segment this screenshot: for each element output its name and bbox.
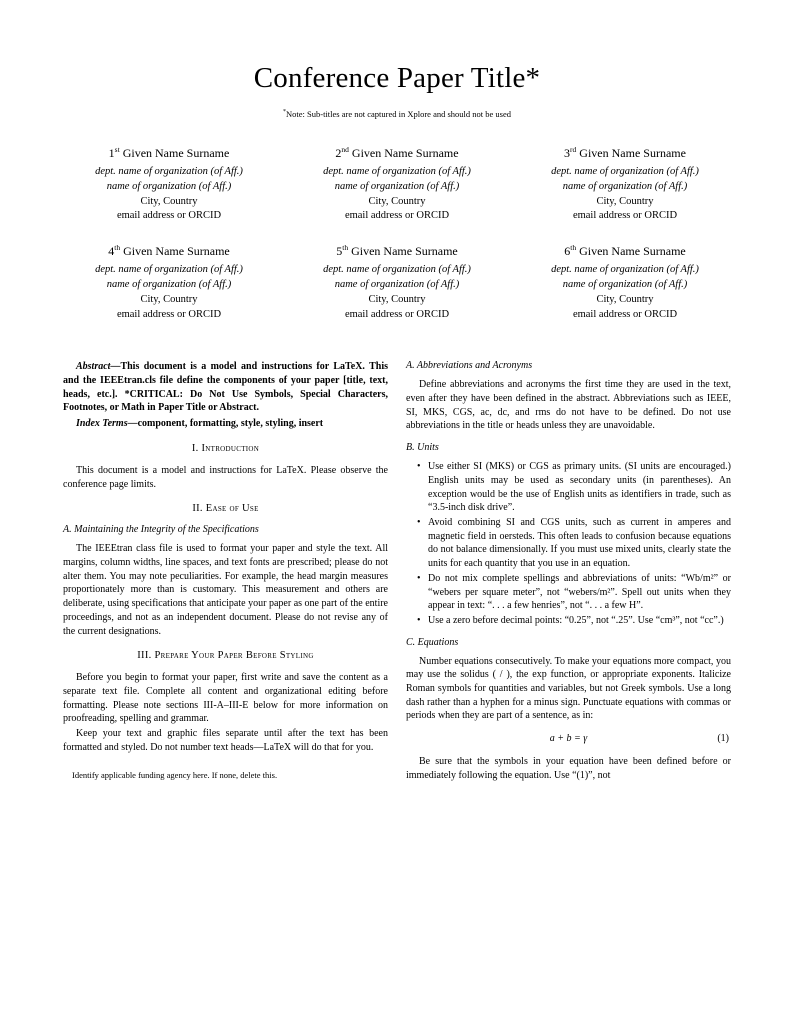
author-email: email address or ORCID <box>344 210 450 222</box>
author-ordinal: 4 <box>108 244 115 259</box>
author-name <box>519 243 731 259</box>
title-block <box>63 62 731 119</box>
author-ordinal: 3 <box>564 146 571 160</box>
author-name-text: Given Name Surname <box>119 146 230 160</box>
author-name <box>63 243 275 259</box>
author-name-text: Given Name Surname <box>576 244 686 259</box>
author-dept: dept. name of organization (of Aff.) <box>551 166 699 177</box>
author-block-4 <box>63 243 275 322</box>
author-ordinal-suffix: th <box>342 243 349 253</box>
author-name <box>291 145 503 161</box>
introduction-paragraph: This document is a model and instructions for LaTeX. Please observe the conference page limits. <box>63 464 388 490</box>
author-email: email address or ORCID <box>572 210 678 222</box>
section-heading-ease-of-use: II. Ease of Use <box>192 503 259 515</box>
abbreviations-paragraph: Define abbreviations and acronyms the first time they are used in the text, even after they have been defined in the abstract. Abbreviations such as IEEE, SI, MKS, CGS, ac, dc, and rms do not have to be defined. Do not use abbreviations in the title or heads unless they are unavoidable. <box>406 379 731 432</box>
units-list <box>406 460 731 627</box>
prepare-paragraph-2: Keep your text and graphic files separate until after the text has been formatted and styled. Do not number text heads—LaTeX will do that for you. <box>63 728 388 753</box>
index-terms-text: component, formatting, style, styling, insert <box>137 418 324 430</box>
title-footnote-marker: * <box>283 109 287 116</box>
abstract-text: This document is a model and instructions for LaTeX. This and the IEEEtran.cls file define the components of your paper [title, text, heads, etc.]. *CRITICAL: Do Not Use Symbols, Special Characters, Footnotes, or Math in Paper Title or Abstract. <box>63 361 388 414</box>
author-ordinal-suffix: nd <box>341 145 349 154</box>
author-name-text: Given Name Surname <box>348 244 458 259</box>
integrity-paragraph: The IEEEtran class file is used to format your paper and style the text. All margins, column widths, line spaces, and text fonts are prescribed; please do not alter them. You may note peculiarities. For example, the head margin measures proportionately more than is customary. This measurement and others are deliberate, using specifications that anticipate your paper as one part of the entire proceedings, and not as an independent document. Please do not revise any of the current designations. <box>63 543 388 637</box>
author-block-2 <box>291 145 503 224</box>
index-terms-label: Index Terms— <box>76 418 138 430</box>
title-footnote-text: Note: Sub-titles are not captured in Xplore and should not be used <box>286 109 511 119</box>
author-block-5 <box>291 243 503 322</box>
author-name <box>291 243 503 259</box>
subsection-heading-abbreviations: A. Abbreviations and Acronyms <box>406 360 533 372</box>
author-ordinal: 1 <box>108 146 115 160</box>
author-org: name of organization (of Aff.) <box>562 278 688 290</box>
author-city: City, Country <box>368 195 426 207</box>
prepare-paragraph-1: Before you begin to format your paper, first write and save the content as a separate text file. Complete all content and organizational editing before formatting. Please note sections III-A–III-E below for more information on proofreading, spelling and grammar. <box>63 672 388 725</box>
units-bullet-1: • Use either SI (MKS) or CGS as primary units. (SI units are encouraged.) English units may be used as secondary units (in parentheses). An exception would be the use of English units as identifiers in trade, such as “3.5-inch disk drive”. <box>428 460 731 515</box>
funding-footnote: Identify applicable funding agency here. If none, delete this. <box>72 770 278 781</box>
author-ordinal: 5 <box>336 244 343 259</box>
title-footnote <box>63 109 731 119</box>
author-org: name of organization (of Aff.) <box>334 278 460 290</box>
author-dept: dept. name of organization (of Aff.) <box>323 166 471 177</box>
units-bullet-4: • Use a zero before decimal points: “0.25”, not “.25”. Use “cm³”, not “cc”.) <box>428 614 731 628</box>
authors-grid <box>63 145 731 322</box>
author-city: City, Country <box>140 293 198 305</box>
author-ordinal-suffix: th <box>570 243 577 253</box>
subsection-heading-integrity: A. Maintaining the Integrity of the Specifications <box>63 524 259 536</box>
units-bullet-2: • Avoid combining SI and CGS units, such as current in amperes and magnetic field in oersteds. This often leads to confusion because equations do not balance dimensionally. If you must use mixed units, clearly state the units for each quantity that you use in an equation. <box>428 516 731 571</box>
author-block-6 <box>519 243 731 322</box>
author-ordinal-suffix: st <box>114 145 120 154</box>
section-heading-introduction: I. Introduction <box>191 442 260 454</box>
author-block-3 <box>519 145 731 224</box>
author-dept: dept. name of organization (of Aff.) <box>95 166 243 177</box>
units-bullet-3: • Do not mix complete spellings and abbreviations of units: “Wb/m²” or “webers per square meter”, not “webers/m²”. Spell out units when they appear in text: “. . . a few henries”, not “. . . a few H”. <box>428 572 731 613</box>
author-name-text: Given Name Surname <box>120 244 230 259</box>
subsection-heading-equations: C. Equations <box>406 636 459 648</box>
author-block-1 <box>63 145 275 224</box>
equations-paragraph-2: Be sure that the symbols in your equation have been defined before or immediately following the equation. Use “(1)”, not <box>406 755 731 781</box>
index-terms <box>63 417 388 431</box>
author-dept: dept. name of organization (of Aff.) <box>95 264 243 276</box>
left-column <box>63 360 388 782</box>
author-org: name of organization (of Aff.) <box>562 180 688 192</box>
author-city: City, Country <box>140 195 198 207</box>
section-heading-prepare: III. Prepare Your Paper Before Styling <box>137 650 314 662</box>
author-name <box>63 145 275 161</box>
author-org: name of organization (of Aff.) <box>334 180 460 192</box>
equation-row <box>406 732 731 746</box>
author-name-text: Given Name Surname <box>576 146 686 160</box>
equations-paragraph-1: Number equations consecutively. To make your equations more compact, you may use the solidus ( / ), the exp function, or appropriate exponents. Italicize Roman symbols for quantities and variables, but not Greek symbols. Use a long dash rather than a hyphen for a minus sign. Punctuate equations with commas or periods when they are part of a sentence, as in: <box>406 655 731 722</box>
author-ordinal-suffix: th <box>114 243 121 253</box>
abstract <box>63 360 388 415</box>
author-org: name of organization (of Aff.) <box>106 278 232 290</box>
author-org: name of organization (of Aff.) <box>106 180 232 192</box>
author-name <box>519 145 731 161</box>
paper-title: Conference Paper Title* <box>253 62 541 94</box>
author-ordinal: 6 <box>564 244 571 259</box>
author-email: email address or ORCID <box>572 308 678 320</box>
equation: a + b = γ <box>549 733 588 745</box>
author-dept: dept. name of organization (of Aff.) <box>323 264 471 276</box>
author-name-text: Given Name Surname <box>348 146 459 160</box>
paper-body <box>63 360 731 782</box>
subsection-heading-units: B. Units <box>406 442 439 454</box>
author-city: City, Country <box>596 195 654 207</box>
author-dept: dept. name of organization (of Aff.) <box>551 264 699 276</box>
author-city: City, Country <box>596 293 654 305</box>
equation-number: (1) <box>717 733 729 745</box>
author-city: City, Country <box>368 293 426 305</box>
author-ordinal-suffix: rd <box>570 145 577 154</box>
author-email: email address or ORCID <box>344 308 450 320</box>
abstract-label: Abstract— <box>76 361 121 373</box>
author-ordinal: 2 <box>335 146 342 160</box>
author-email: email address or ORCID <box>116 210 222 222</box>
author-email: email address or ORCID <box>116 308 222 320</box>
right-column <box>406 360 731 782</box>
